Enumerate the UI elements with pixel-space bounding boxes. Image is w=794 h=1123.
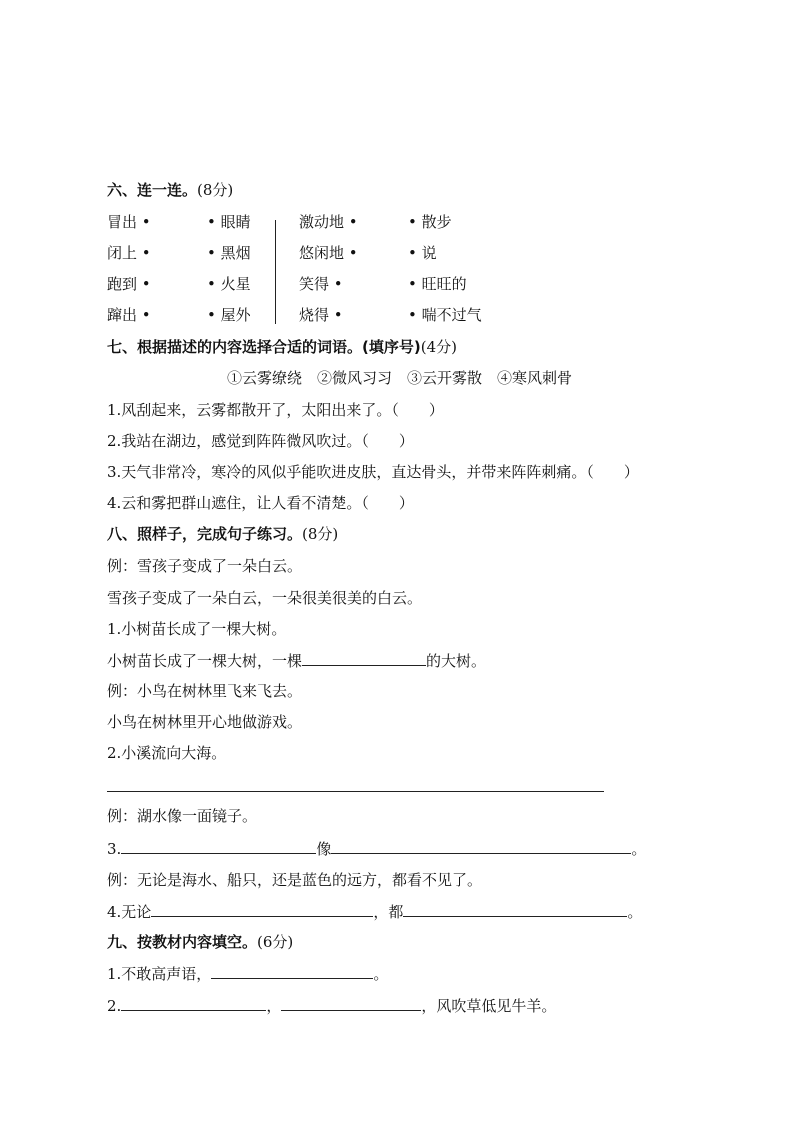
blank-9-2-b[interactable] — [281, 995, 421, 1011]
answer-8-1-suffix: 的大树。 — [426, 652, 487, 670]
match-left-a-2: 闭上 • — [107, 244, 151, 262]
question-7-4: 4.云和雾把群山遮住，让人看不清楚。（ ） — [107, 494, 414, 512]
column-divider — [275, 220, 276, 324]
answer-9-2-middle: ， — [266, 997, 282, 1015]
blank-8-4-a[interactable] — [151, 901, 373, 917]
match-right-b-1: • 散步 — [408, 213, 452, 231]
question-8-2: 2.小溪流向大海。 — [107, 744, 227, 762]
example-8-3: 例：湖水像一面镜子。 — [107, 807, 258, 825]
match-right-b-2: • 说 — [408, 244, 437, 262]
blank-8-4-b[interactable] — [403, 901, 627, 917]
example-8-2-answer: 小鸟在树林里开心地做游戏。 — [107, 713, 303, 731]
answer-line-8-3 — [107, 838, 646, 859]
example-8-1: 例：雪孩子变成了一朵白云。 — [107, 557, 303, 575]
section-6-heading — [107, 180, 233, 200]
match-left-a-4: 蹿出 • — [107, 306, 151, 324]
answer-9-2-prefix: 2. — [107, 997, 122, 1015]
blank-8-3-b[interactable] — [331, 838, 631, 854]
blank-8-3-a[interactable] — [121, 838, 316, 854]
match-right-b-3: • 旺旺的 — [408, 275, 467, 293]
section-8-points: (8分) — [302, 525, 339, 543]
match-right-a-1: 激动地 • — [299, 213, 358, 231]
blank-9-1[interactable] — [211, 963, 373, 979]
blank-9-2-a[interactable] — [121, 995, 266, 1011]
section-8-title: 八、照样子，完成句子练习。 — [107, 525, 303, 543]
match-left-b-3: • 火星 — [207, 275, 251, 293]
answer-9-1-prefix: 1.不敢高声语， — [107, 965, 212, 983]
answer-line-9-2 — [107, 995, 556, 1016]
section-7-points: (4分) — [420, 338, 457, 356]
match-right-a-2: 悠闲地 • — [299, 244, 358, 262]
match-left-b-4: • 屋外 — [207, 306, 251, 324]
question-7-1: 1.风刮起来，云雾都散开了，太阳出来了。（ ） — [107, 401, 444, 419]
match-left-b-1: • 眼睛 — [207, 213, 251, 231]
answer-8-3-number: 3. — [107, 840, 122, 858]
match-right-b-4: • 喘不过气 — [408, 306, 482, 324]
blank-8-2[interactable] — [107, 791, 604, 792]
section-9-heading — [107, 932, 293, 952]
answer-line-9-1 — [107, 963, 388, 984]
answer-line-8-4 — [107, 901, 642, 922]
question-7-2: 2.我站在湖边，感觉到阵阵微风吹过。（ ） — [107, 432, 414, 450]
match-left-a-3: 跑到 • — [107, 275, 151, 293]
answer-8-1-prefix: 小树苗长成了一棵大树，一棵 — [107, 652, 303, 670]
section-6-title: 六、连一连。 — [107, 181, 198, 199]
answer-8-4-prefix: 4.无论 — [107, 903, 152, 921]
example-8-2: 例：小鸟在树林里飞来飞去。 — [107, 682, 303, 700]
answer-8-4-end: 。 — [627, 903, 643, 921]
answer-8-4-middle: ，都 — [373, 903, 404, 921]
section-9-title: 九、按教材内容填空。 — [107, 933, 258, 951]
word-options: ①云雾缭绕 ②微风习习 ③云开雾散 ④寒风刺骨 — [227, 369, 573, 387]
match-left-a-1: 冒出 • — [107, 213, 151, 231]
section-7-title: 七、根据描述的内容选择合适的词语。(填序号) — [107, 338, 421, 356]
match-left-b-2: • 黑烟 — [207, 244, 251, 262]
answer-8-3-end: 。 — [631, 840, 647, 858]
match-right-a-3: 笑得 • — [299, 275, 343, 293]
answer-line-8-1 — [107, 650, 486, 671]
example-8-1-answer: 雪孩子变成了一朵白云，一朵很美很美的白云。 — [107, 589, 423, 607]
answer-9-1-end: 。 — [373, 965, 389, 983]
question-7-3: 3.天气非常冷，寒冷的风似乎能吹进皮肤，直达骨头，并带来阵阵刺痛。（ ） — [107, 463, 639, 481]
section-7-heading — [107, 337, 457, 357]
section-8-heading — [107, 524, 338, 544]
question-8-1: 1.小树苗长成了一棵大树。 — [107, 620, 287, 638]
answer-8-3-middle: 像 — [316, 840, 332, 858]
answer-9-2-end: ，风吹草低见牛羊。 — [421, 997, 557, 1015]
match-right-a-4: 烧得 • — [299, 306, 343, 324]
section-6-points: (8分) — [197, 181, 234, 199]
section-9-points: (6分) — [257, 933, 294, 951]
example-8-4: 例：无论是海水、船只，还是蓝色的远方，都看不见了。 — [107, 871, 483, 889]
blank-8-1[interactable] — [302, 650, 426, 666]
